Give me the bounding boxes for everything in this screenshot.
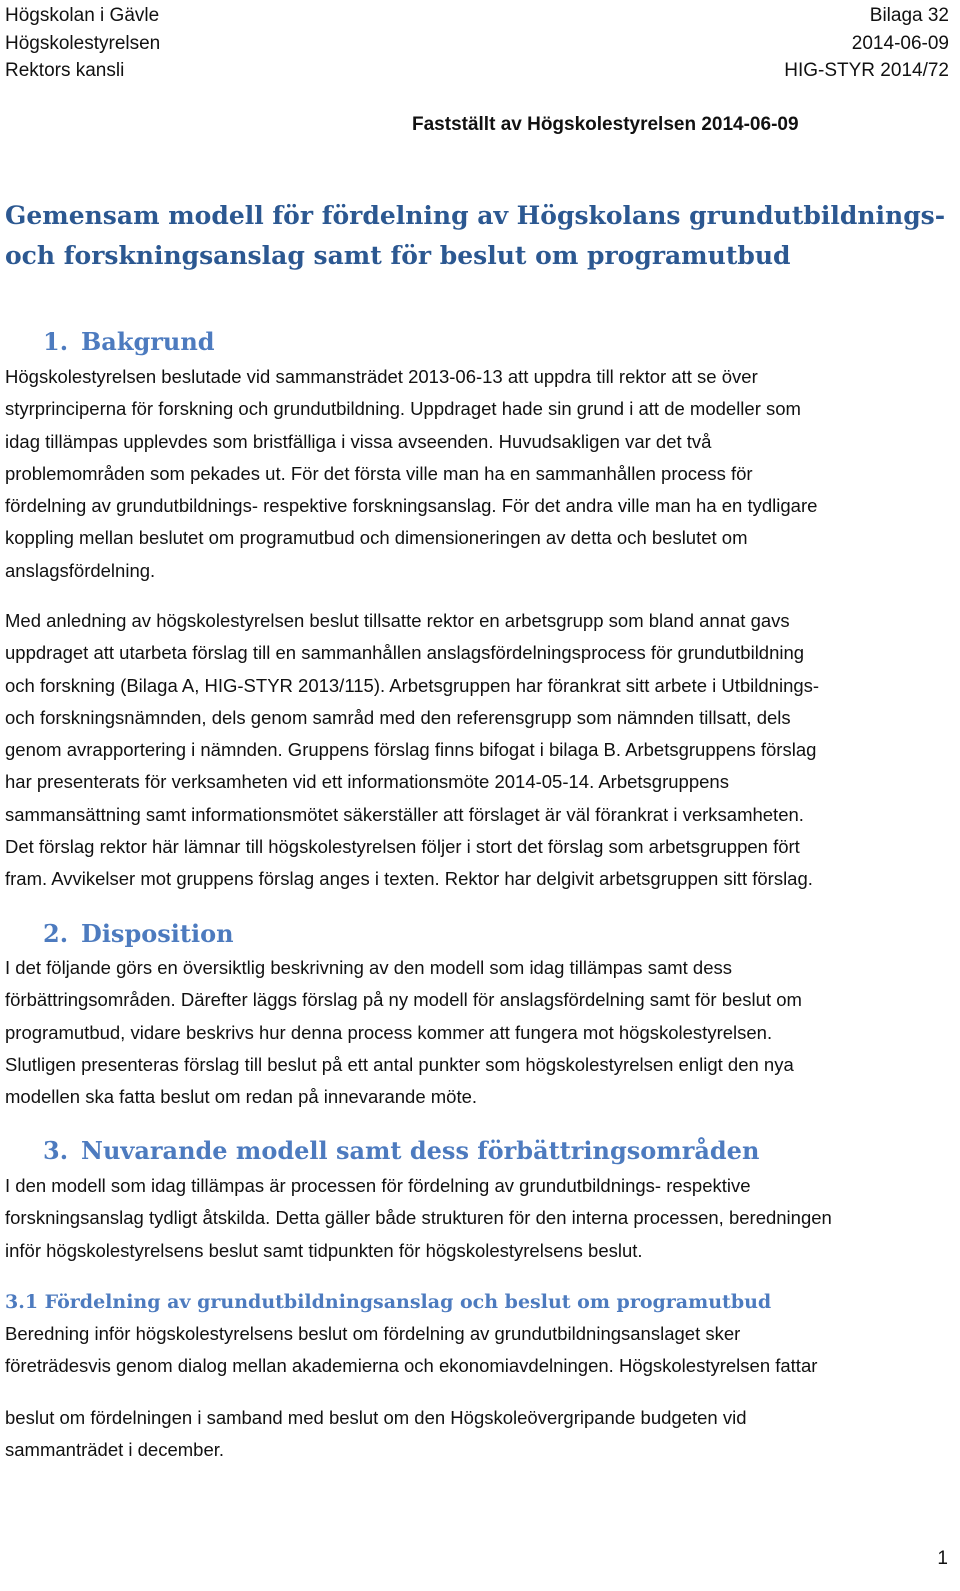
text-line: anslagsfördelning. xyxy=(5,559,156,581)
section-number: 2. xyxy=(43,919,69,948)
paragraph-subsection-2 xyxy=(5,1402,947,1467)
text-line: och forskning (Bilaga A, HIG-STYR 2013/115). Arbetsgruppen har förankrat sitt arbete i Utbildnings- xyxy=(5,674,820,696)
document-title xyxy=(5,196,945,276)
text-line: forskningsanslag tydligt åtskilda. Detta gäller både strukturen för den interna processen, beredningen xyxy=(5,1207,832,1229)
section-number: 1. xyxy=(43,327,69,356)
section-heading-2 xyxy=(43,919,234,949)
text-line: modellen ska fatta beslut om redan på innevarande möte. xyxy=(5,1086,478,1108)
text-line: sammanträdet i december. xyxy=(5,1439,225,1461)
header-board: Högskolestyrelsen xyxy=(5,32,161,54)
text-line: styrprinciperna för forskning och grundutbildning. Uppdraget hade sin grund i att de modeller som xyxy=(5,398,801,420)
text-line: Med anledning av högskolestyrelsen beslut tillsatte rektor en arbetsgrupp som bland annat gavs xyxy=(5,610,790,631)
text-line: Det förslag rektor här lämnar till högskolestyrelsen följer i stort det förslag som arbetsgruppen fört xyxy=(5,836,800,858)
text-line: sammansättning samt informationsmötet säkerställer att förslaget är väl förankrat i verksamheten. xyxy=(5,803,804,825)
paragraph-disposition xyxy=(5,952,947,1113)
header-office: Rektors kansli xyxy=(5,60,125,81)
paragraph-current-model xyxy=(5,1170,947,1267)
text-line: fram. Avvikelser mot gruppens förslag anges i texten. Rektor har delgivit arbetsgruppen sitt förslag. xyxy=(5,868,813,890)
header-institution: Högskolan i Gävle xyxy=(5,5,160,26)
header-left xyxy=(5,2,160,85)
text-line: programutbud, vidare beskrivs hur denna process kommer att fungera mot högskolestyrelsen. xyxy=(5,1021,773,1043)
text-line: företrädesvis genom dialog mellan akademierna och ekonomiavdelningen. Högskolestyrelsen fattar xyxy=(5,1355,818,1377)
text-line: koppling mellan beslutet om programutbud och dimensioneringen av detta och beslutet om xyxy=(5,527,748,549)
text-line: Högskolestyrelsen beslutade vid sammansträdet 2013-06-13 att uppdra till rektor att se över xyxy=(5,366,758,387)
established-note: Fastställt av Högskolestyrelsen 2014-06-09 xyxy=(412,114,799,135)
paragraph-background-1 xyxy=(5,361,947,587)
paragraph-background-2 xyxy=(5,605,947,896)
paragraph-subsection-1 xyxy=(5,1318,947,1383)
header-reference: HIG-STYR 2014/72 xyxy=(784,60,949,81)
text-line: I det följande görs en översiktlig beskrivning av den modell som idag tillämpas samt dess xyxy=(5,957,733,978)
text-line: förbättringsområden. Därefter läggs förslag på ny modell för anslagsfördelning samt för beslut om xyxy=(5,989,802,1011)
header-right xyxy=(784,2,949,85)
text-line: fördelning av grundutbildnings- respektive forskningsanslag. För det andra ville man ha en tydligare xyxy=(5,495,818,517)
subsection-heading-3-1: 3.1 Fördelning av grundutbildningsanslag och beslut om programutbud xyxy=(5,1291,772,1313)
text-line: I den modell som idag tillämpas är processen för fördelning av grundutbildnings- respektive xyxy=(5,1175,751,1196)
document-title-line: Gemensam modell för fördelning av Högskolans grundutbildnings- xyxy=(5,201,946,230)
section-number: 3. xyxy=(43,1136,69,1165)
text-line: Slutligen presenteras förslag till beslut på ett antal punkter som högskolestyrelsen enligt den nya xyxy=(5,1053,794,1075)
header-appendix: Bilaga 32 xyxy=(869,5,949,26)
page-number: 1 xyxy=(937,1548,948,1569)
header-date: 2014-06-09 xyxy=(851,32,949,54)
text-line: uppdraget att utarbeta förslag till en sammanhållen anslagsfördelningsprocess för grundutbildning xyxy=(5,642,805,664)
section-heading-1 xyxy=(43,327,215,357)
text-line: inför högskolestyrelsens beslut samt tidpunkten för högskolestyrelsens beslut. xyxy=(5,1239,643,1261)
section-title: Disposition xyxy=(81,919,234,948)
text-line: beslut om fördelningen i samband med beslut om den Högskoleövergripande budgeten vid xyxy=(5,1407,747,1428)
text-line: idag tillämpas upplevdes som bristfälliga i vissa avseenden. Huvudsakligen var det två xyxy=(5,430,712,452)
section-title: Bakgrund xyxy=(81,327,215,356)
text-line: Beredning inför högskolestyrelsens beslut om fördelning av grundutbildningsanslaget sker xyxy=(5,1323,741,1344)
text-line: problemområden som pekades ut. För det första ville man ha en sammanhållen process för xyxy=(5,462,753,484)
text-line: och forskningsnämnden, dels genom samråd med den referensgrupp som nämnden tillsatt, dels xyxy=(5,706,791,728)
document-title-line: och forskningsanslag samt för beslut om programutbud xyxy=(5,241,791,270)
text-line: har presenterats för verksamheten vid ett informationsmöte 2014-05-14. Arbetsgruppens xyxy=(5,771,729,793)
text-line: genom avrapportering i nämnden. Gruppens förslag finns bifogat i bilaga B. Arbetsgruppens förslag xyxy=(5,739,817,761)
section-title: Nuvarande modell samt dess förbättringsområden xyxy=(81,1136,760,1165)
section-heading-3 xyxy=(43,1136,759,1166)
